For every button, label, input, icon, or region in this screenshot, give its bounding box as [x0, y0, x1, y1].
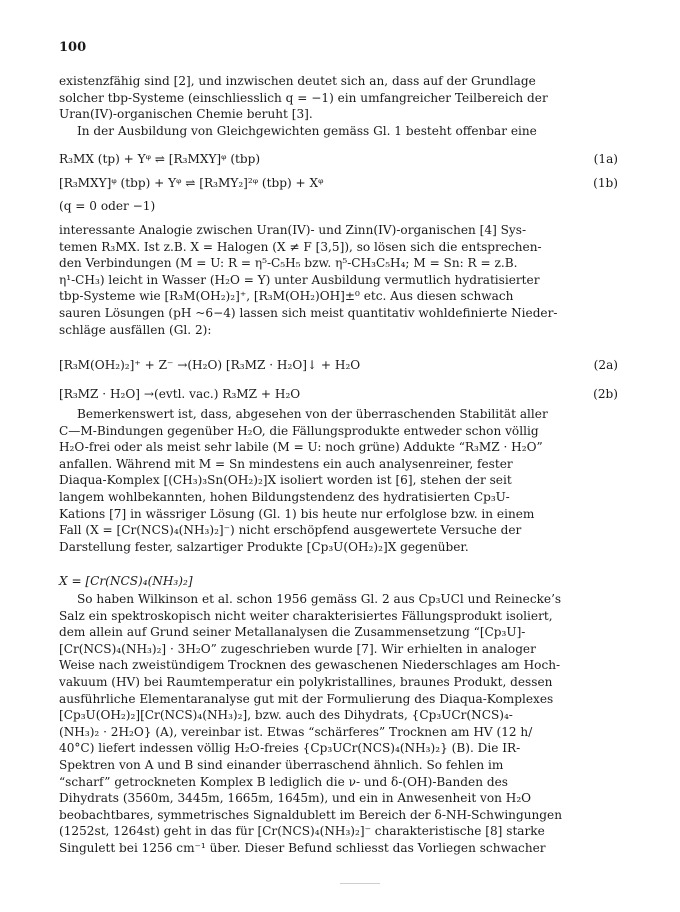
text-line: 40°C) liefert indessen völlig H₂O-freies {Cp₃UCr(NCS)₄(NH₃)₂} (B). Die IR- [59, 741, 521, 756]
text-line: vakuum (HV) bei Raumtemperatur ein polykristallines, braunes Produkt, dessen [59, 674, 553, 689]
text-line: Fall (X = [Cr(NCS)₄(NH₃)₂]⁻) nicht erschöpfend ausgewertete Versuche der [59, 523, 522, 538]
text-line: In der Ausbildung von Gleichgewichten gemäss Gl. 1 besteht offenbar eine [77, 123, 537, 138]
text-line: Darstellung fester, salzartiger Produkte [Cp₃U(OH₂)₂]X gegenüber. [59, 539, 469, 554]
text-line: η¹-CH₃) leicht in Wasser (H₂O = Y) unter Ausbildung vermutlich hydratisierter [59, 272, 540, 287]
equation-formula: (q = 0 oder −1) [59, 199, 156, 213]
equation-1a [59, 152, 620, 166]
text-line: langem wohlbekannten, hohen Bildungstendenz des hydratisierten Cp₃U- [59, 489, 510, 504]
paragraph-2 [59, 222, 620, 338]
text-line: Singulett bei 1256 cm⁻¹ über. Dieser Befund schliesst das Vorliegen schwacher [59, 840, 546, 855]
equation-label: (1b) [593, 176, 618, 190]
paragraph-3 [59, 406, 620, 555]
text-line: anfallen. Während mit M = Sn mindestens ein auch analysenreiner, fester [59, 456, 513, 471]
text-line: C—M-Bindungen gegenüber H₂O, die Fällungsprodukte entweder schon völlig [59, 423, 539, 438]
paragraph-4 [59, 591, 620, 857]
text-line: dem allein auf Grund seiner Metallanalysen die Zusammensetzung “[Cp₃U]- [59, 625, 526, 640]
equation-2a [59, 358, 620, 372]
equation-2b [59, 387, 620, 401]
page-footer-mark [340, 883, 380, 884]
text-line: Weise nach zweistündigem Trocknen des gewaschenen Niederschlages am Hoch- [59, 658, 561, 673]
equation-label: (1a) [593, 152, 618, 166]
equation-1b [59, 176, 620, 190]
text-line: den Verbindungen (M = U: R = η⁵-C₅H₅ bzw. η⁵-CH₃C₅H₄; M = Sn: R = z.B. [59, 256, 518, 271]
text-line: ausführliche Elementaranalyse gut mit der Formulierung des Diaqua-Komplexes [59, 691, 554, 706]
equation-formula: R₃MX (tp) + Yᵠ ⇌ [R₃MXY]ᵠ (tbp) [59, 152, 261, 166]
equation-label: (2b) [593, 387, 618, 401]
text-line: Spektren von A und B sind einander überraschend ähnlich. So fehlen im [59, 757, 504, 772]
paragraph-1 [59, 73, 620, 139]
equation-formula: [R₃MXY]ᵠ (tbp) + Yᵠ ⇌ [R₃MY₂]²ᵠ (tbp) + Xᵠ [59, 176, 324, 190]
section-heading: X = [Cr(NCS)₄(NH₃)₂] [59, 574, 193, 588]
equation-formula: [R₃MZ · H₂O] →(evtl. vac.) R₃MZ + H₂O [59, 387, 301, 401]
text-line: Uran(IV)-organischen Chemie beruht [3]. [59, 107, 313, 122]
text-line: tbp-Systeme wie [R₃M(OH₂)₂]⁺, [R₃M(OH₂)OH]±⁰ etc. Aus diesen schwach [59, 289, 514, 304]
text-line: Dihydrats (3560m, 3445m, 1665m, 1645m), und ein in Anwesenheit von H₂O [59, 791, 532, 806]
text-line: Diaqua-Komplex [(CH₃)₃Sn(OH₂)₂]X isoliert worden ist [6], stehen der seit [59, 473, 512, 488]
equation-label: (2a) [593, 358, 618, 372]
text-line: interessante Analogie zwischen Uran(IV)- und Zinn(IV)-organischen [4] Sys- [59, 223, 527, 237]
text-line: Kations [7] in wässriger Lösung (Gl. 1) bis heute nur erfolglose bzw. in einem [59, 506, 535, 521]
text-line: sauren Lösungen (pH ~6−4) lassen sich meist quantitativ wohldefinierte Nieder- [59, 305, 558, 320]
text-line: temen R₃MX. Ist z.B. X = Halogen (X ≠ F [3,5]), so lösen sich die entsprechen- [59, 239, 542, 254]
text-line: solcher tbp-Systeme (einschliesslich q = −1) ein umfangreicher Teilbereich der [59, 90, 548, 105]
text-line: (1252st, 1264st) geht in das für [Cr(NCS)₄(NH₃)₂]⁻ charakteristische [8] starke [59, 824, 545, 839]
text-line: [Cp₃U(OH₂)₂][Cr(NCS)₄(NH₃)₂], bzw. auch des Dihydrats, {Cp₃UCr(NCS)₄- [59, 708, 513, 723]
text-line: [Cr(NCS)₄(NH₃)₂] · 3H₂O” zugeschrieben wurde [7]. Wir erhielten in analoger [59, 641, 536, 656]
text-line: existenzfähig sind [2], und inzwischen deutet sich an, dass auf der Grundlage [59, 74, 536, 88]
text-line: Salz ein spektroskopisch nicht weiter charakterisiertes Fällungsprodukt isoliert, [59, 608, 553, 623]
equation-formula: [R₃M(OH₂)₂]⁺ + Z⁻ →(H₂O) [R₃MZ · H₂O]↓ + H₂O [59, 358, 361, 372]
equation-label [618, 199, 620, 213]
page-number: 100 [59, 40, 87, 55]
text-line: (NH₃)₂ · 2H₂O} (A), vereinbar ist. Etwas “schärferes” Trocknen am HV (12 h/ [59, 724, 533, 739]
text-line: H₂O-frei oder als meist sehr labile (M = U: noch grüne) Addukte “R₃MZ · H₂O” [59, 440, 543, 455]
text-line: beobachtbares, symmetrisches Signaldublett im Bereich der δ-NH-Schwingungen [59, 807, 562, 822]
text-line: schläge ausfällen (Gl. 2): [59, 322, 212, 337]
text-line: Bemerkenswert ist, dass, abgesehen von der überraschenden Stabilität aller [77, 407, 548, 421]
text-line: “scharf” getrockneten Komplex B lediglich die ν- und δ-(OH)-Banden des [59, 774, 508, 789]
text-line: So haben Wilkinson et al. schon 1956 gemäss Gl. 2 aus Cp₃UCl und Reinecke’s [77, 592, 562, 606]
equation-condition [59, 199, 620, 213]
